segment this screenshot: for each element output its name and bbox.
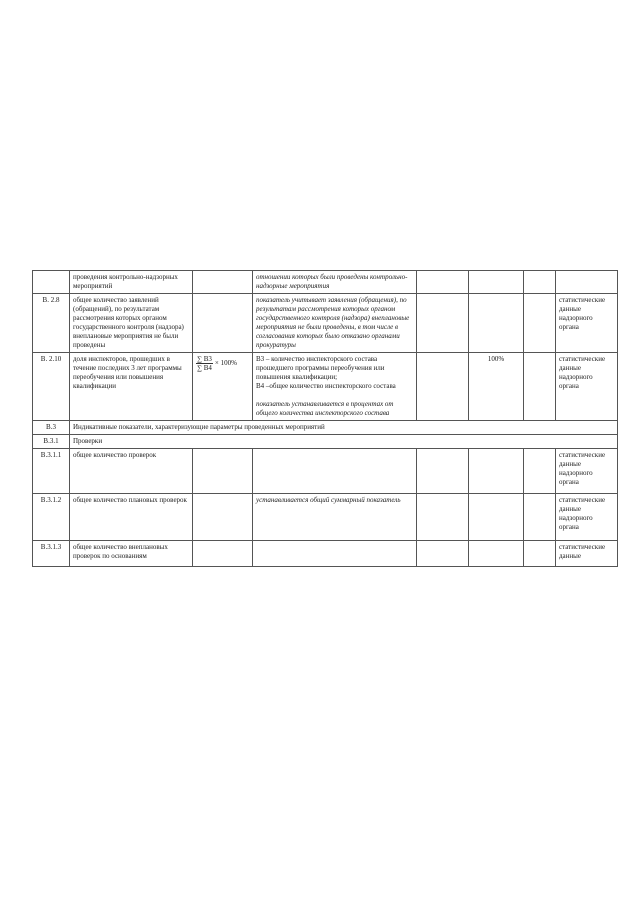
row-comment <box>253 541 417 567</box>
row-comment: устанавливается общий суммарный показатель <box>253 494 417 541</box>
formula <box>196 355 237 372</box>
empty-cell <box>417 541 469 567</box>
row-comment: показатель учитывает заявления (обращения), по результатам рассмотрения которых органом государственного контроля (надзора) внеплановые мероприятия не были проведены, в том числе в согласования которых было отказано органами прокуратуры <box>253 294 417 353</box>
section-row <box>33 435 618 449</box>
comment-note: показатель устанавливается в процентах от общего количества инспекторского состава <box>256 400 394 417</box>
table-row <box>33 541 618 567</box>
empty-cell <box>524 294 556 353</box>
row-target <box>469 449 524 494</box>
row-formula <box>193 449 253 494</box>
row-formula <box>193 294 253 353</box>
table-row <box>33 353 618 421</box>
row-source: статистические данные надзорного органа <box>556 353 618 421</box>
fraction <box>196 355 213 372</box>
row-name: общее количество заявлений (обращений), по результатам рассмотрения которых органом государственного контроля (надзора) внеплановые мероприятия не были проведены <box>70 294 193 353</box>
row-target: 100% <box>469 353 524 421</box>
section-title: Индикативные показатели, характеризующие параметры проведенных мероприятий <box>70 421 618 435</box>
row-target <box>469 541 524 567</box>
empty-cell <box>524 449 556 494</box>
empty-cell <box>524 271 556 294</box>
row-target <box>469 271 524 294</box>
row-formula <box>193 353 253 421</box>
row-source: статистические данные надзорного органа <box>556 494 618 541</box>
table-row <box>33 294 618 353</box>
section-title: Проверки <box>70 435 618 449</box>
row-code: В. 2.10 <box>33 353 70 421</box>
row-target <box>469 494 524 541</box>
table-row <box>33 271 618 294</box>
row-formula <box>193 271 253 294</box>
row-name: общее количество внеплановых проверок по основаниям <box>70 541 193 567</box>
row-name: общее количество плановых проверок <box>70 494 193 541</box>
spacer <box>256 391 413 400</box>
comment-line: В3 – количество инспекторского состава прошедшего программы переобучения или повышения квалификации; <box>256 355 385 381</box>
row-code: В.3.1.2 <box>33 494 70 541</box>
row-code: В.3.1.1 <box>33 449 70 494</box>
empty-cell <box>524 541 556 567</box>
row-code: В.3 <box>33 421 70 435</box>
empty-cell <box>417 494 469 541</box>
formula-multiplier: × 100% <box>214 359 237 367</box>
row-code <box>33 271 70 294</box>
table-row <box>33 449 618 494</box>
row-name: доля инспекторов, прошедших в течение последних 3 лет программы переобучения или повышения квалификации <box>70 353 193 421</box>
empty-cell <box>417 353 469 421</box>
row-code: В. 2.8 <box>33 294 70 353</box>
row-code: В.3.1 <box>33 435 70 449</box>
row-name: общее количество проверок <box>70 449 193 494</box>
comment-line: В4 –общее количество инспекторского состава <box>256 382 396 390</box>
row-source: статистические данные надзорного органа <box>556 449 618 494</box>
empty-cell <box>417 271 469 294</box>
row-comment <box>253 353 417 421</box>
fraction-denominator: ∑ В4 <box>197 364 212 372</box>
table-row <box>33 494 618 541</box>
row-target <box>469 294 524 353</box>
section-row <box>33 421 618 435</box>
row-source: статистические данные <box>556 541 618 567</box>
row-source <box>556 271 618 294</box>
empty-cell <box>524 353 556 421</box>
row-source: статистические данные надзорного органа <box>556 294 618 353</box>
empty-cell <box>524 494 556 541</box>
empty-cell <box>417 294 469 353</box>
row-comment: отношении которых были проведены контрольно-надзорные мероприятия <box>253 271 417 294</box>
row-formula <box>193 541 253 567</box>
fraction-numerator: ∑ В3 <box>197 355 212 363</box>
row-name: проведения контрольно-надзорных мероприятий <box>70 271 193 294</box>
row-formula <box>193 494 253 541</box>
row-code: В.3.1.3 <box>33 541 70 567</box>
indicators-table <box>32 270 618 567</box>
row-comment <box>253 449 417 494</box>
empty-cell <box>417 449 469 494</box>
